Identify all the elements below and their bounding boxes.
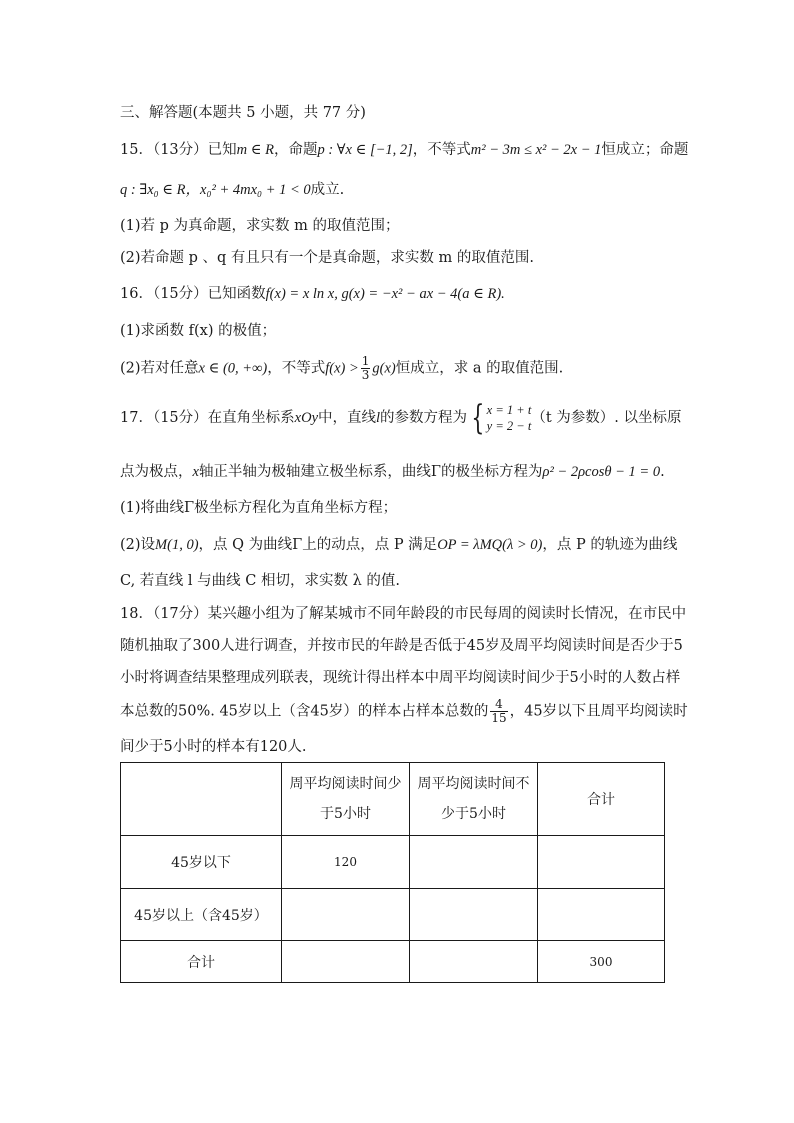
table-row <box>121 836 665 889</box>
cell-under45-notless5 <box>410 836 538 889</box>
q15-part1: (1)若 p 为真命题，求实数 m 的取值范围； <box>120 218 400 234</box>
table-row <box>121 889 665 941</box>
table-header-total: 合计 <box>538 763 665 836</box>
q15-q-tail: 成立. <box>310 182 345 198</box>
q18-line4 <box>120 698 688 725</box>
q17-polar-eq: ρ² − 2ρcosθ − 1 = 0 <box>542 464 661 480</box>
table-header-blank <box>121 763 282 836</box>
header-col2-line1: 周平均阅读时间不 <box>417 776 530 792</box>
row-label-total: 合计 <box>121 941 282 983</box>
q17-line-l: l <box>376 410 381 426</box>
q16-fraction <box>361 355 371 382</box>
q16-part2-b: ，不等式 <box>267 360 326 377</box>
q17-line2-c: . <box>660 464 665 480</box>
q17-part2-b: ，点 Q 为曲线Γ上的动点，点 P 满足 <box>198 537 438 553</box>
q16-domain: x ∈ (0, +∞) <box>198 360 268 377</box>
table-row <box>121 941 665 983</box>
header-col2-line2: 少于5小时 <box>441 806 506 822</box>
q16-frac-den: 3 <box>361 368 370 382</box>
q18-line3: 小时将调查结果整理成列联表，现统计得出样本中周平均阅读时间少于5小时的人数占样 <box>120 670 681 686</box>
q17-head-c: 的参数方程为 <box>380 410 468 426</box>
q18-line2: 随机抽取了300人进行调查，并按市民的年龄是否低于45岁及周平均阅读时间是否少于5 <box>120 638 683 654</box>
q17-part2-a: (2)设 <box>120 537 156 553</box>
row-label-under-45: 45岁以下 <box>121 836 282 889</box>
q15-line2 <box>120 180 344 200</box>
q15-p-def: p : ∀x ∈ [−1, 2] <box>317 142 413 158</box>
q17-line2 <box>120 462 665 482</box>
row-label-45-and-over: 45岁以上（含45岁） <box>121 889 282 941</box>
q15-ineq: m² − 3m ≤ x² − 2x − 1 <box>470 142 602 158</box>
q17-point-m: M(1, 0) <box>155 537 199 553</box>
q18-line5: 间少于5小时的样本有120人. <box>120 739 307 755</box>
q18-line4-b: ，45岁以下且周平均阅读时 <box>509 703 688 720</box>
q16-ineq-right: g(x) <box>372 360 396 377</box>
q17-eq1: x = 1 + t <box>486 403 532 417</box>
cell-grand-total: 300 <box>538 941 665 983</box>
q15-line1 <box>120 140 688 160</box>
q17-brace: { <box>471 398 485 438</box>
q15-part2: (2)若命题 p 、q 有且只有一个是真命题，求实数 m 的取值范围. <box>120 250 535 266</box>
q16-line1 <box>120 284 505 304</box>
q17-param-system <box>487 402 532 434</box>
q16-part2-a: (2)若对任意 <box>120 360 199 377</box>
q17-part2-c: ，点 P 的轨迹为曲线 <box>542 537 678 553</box>
q15-m-in-r: m ∈ R <box>236 142 274 158</box>
cell-under45-less5: 120 <box>282 836 410 889</box>
section-title: 三、解答题(本题共 5 小题，共 77 分) <box>120 105 366 121</box>
q15-q-def: q : ∃x₀ ∈ R，x₀² + 4mx₀ + 1 < 0 <box>120 182 311 198</box>
q17-line1 <box>120 400 681 436</box>
q16-ineq-left: f(x) > <box>325 360 359 377</box>
q17-xoy: xOy <box>294 410 318 426</box>
cell-total-notless5 <box>410 941 538 983</box>
q17-part2 <box>120 535 677 555</box>
cell-over45-notless5 <box>410 889 538 941</box>
q15-head-b: ，命题 <box>273 142 318 158</box>
cell-total-less5 <box>282 941 410 983</box>
q16-frac-num: 1 <box>361 354 370 368</box>
q18-fraction <box>490 698 507 725</box>
q17-line2-x: x <box>192 464 199 480</box>
q18-line1: 18．（17分）某兴趣小组为了解某城市不同年龄段的市民每周的阅读时长情况，在市民中 <box>120 606 687 622</box>
q17-eq2: y = 2 − t <box>486 419 532 433</box>
cell-over45-total <box>538 889 665 941</box>
q16-funcs: f(x) = x ln x, g(x) = −x² − ax − 4(a ∈ R). <box>265 286 505 302</box>
header-col1-line2: 于5小时 <box>320 806 371 822</box>
q18-frac-num: 4 <box>490 698 507 712</box>
q17-line2-b: 轴正半轴为极轴建立极坐标系，曲线Γ的极坐标方程为 <box>198 464 543 480</box>
table-header-row <box>121 763 665 836</box>
header-col1-line1: 周平均阅读时间少 <box>289 776 402 792</box>
q16-part2-c: 恒成立，求 a 的取值范围. <box>395 360 564 377</box>
q17-part1: (1)将曲线Γ极坐标方程化为直角坐标方程； <box>120 500 398 516</box>
q17-head-b: 中，直线 <box>318 410 376 426</box>
q17-head-a: 17．（15分）在直角坐标系 <box>120 410 295 426</box>
q15-head-a: 15．（13分）已知 <box>120 142 237 158</box>
q15-head-c: ，不等式 <box>412 142 471 158</box>
cell-over45-less5 <box>282 889 410 941</box>
q18-frac-den: 15 <box>491 711 507 725</box>
q15-head-d: 恒成立；命题 <box>601 142 689 158</box>
q16-head: 16．（15分）已知函数 <box>120 286 266 302</box>
table-header-less-5h <box>282 763 410 836</box>
contingency-table <box>120 762 665 983</box>
q16-part1: (1)求函数 f(x) 的极值； <box>120 323 277 339</box>
q16-part2 <box>120 355 563 382</box>
q17-part2-line2: C, 若直线 l 与曲线 C 相切，求实数 λ 的值. <box>120 573 400 589</box>
q17-vector-eq: OP = λMQ(λ > 0) <box>437 537 543 553</box>
q17-head-d: （t 为参数）. 以坐标原 <box>531 410 682 426</box>
cell-under45-total <box>538 836 665 889</box>
q18-line4-a: 本总数的50%. 45岁以上（含45岁）的样本占样本总数的 <box>120 703 489 720</box>
q17-line2-a: 点为极点， <box>120 464 193 480</box>
table-header-not-less-5h <box>410 763 538 836</box>
